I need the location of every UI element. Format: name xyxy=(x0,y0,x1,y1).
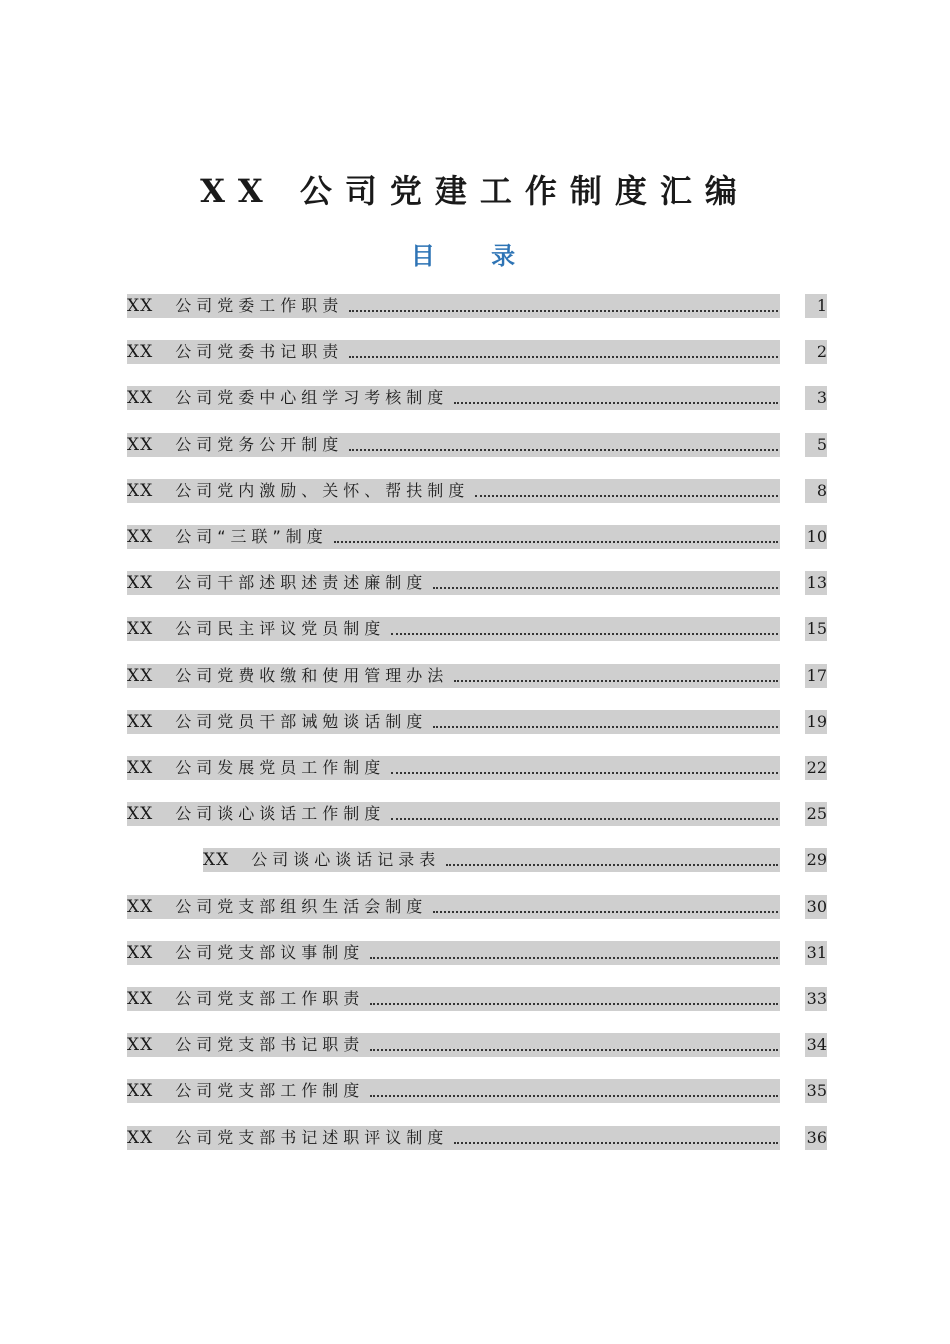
toc-entry-prefix: XX xyxy=(127,712,154,732)
toc-entry[interactable] xyxy=(127,756,827,780)
toc-entry-prefix: XX xyxy=(127,1128,154,1148)
toc-entry[interactable] xyxy=(127,617,827,641)
toc-entry-text: 公司发展党员工作制度 xyxy=(175,758,386,777)
toc-page-number: 30 xyxy=(805,895,827,919)
toc-entry-title xyxy=(127,756,389,780)
toc-heading: 目 录 xyxy=(410,242,540,270)
toc-entry-prefix: XX xyxy=(127,573,154,593)
toc-entry-text: 公司党支部组织生活会制度 xyxy=(175,897,428,916)
toc-entry-prefix: XX xyxy=(127,619,154,639)
toc-dot-leader xyxy=(347,294,780,318)
toc-entry-title xyxy=(127,710,431,734)
toc-entry-text: 公司党委工作职责 xyxy=(175,296,344,315)
toc-entry-title xyxy=(127,941,368,965)
toc-entry-text: 公司党支部书记述职评议制度 xyxy=(175,1128,449,1147)
toc-entry[interactable] xyxy=(127,294,827,318)
toc-entry-text: 公司党委中心组学习考核制度 xyxy=(175,388,449,407)
toc-entry-text: 公司谈心谈话记录表 xyxy=(251,850,441,869)
document-title: XX 公司党建工作制度汇编 xyxy=(200,172,750,210)
toc-dot-leader xyxy=(452,386,780,410)
toc-dot-leader xyxy=(368,987,780,1011)
toc-entry-title xyxy=(127,433,347,457)
toc-entry-title xyxy=(127,664,452,688)
toc-dot-leader xyxy=(347,340,780,364)
toc-page-number: 22 xyxy=(805,756,827,780)
toc-entry[interactable] xyxy=(127,664,827,688)
toc-entry-text: 公司党支部工作职责 xyxy=(175,989,365,1008)
toc-entry-title xyxy=(127,340,347,364)
toc-entry-text: 公司党务公开制度 xyxy=(175,435,344,454)
toc-entry-prefix: XX xyxy=(127,989,154,1009)
toc-entry-title xyxy=(127,987,368,1011)
toc-entry-title xyxy=(127,802,389,826)
toc-entry[interactable] xyxy=(127,895,827,919)
toc-entry[interactable] xyxy=(127,987,827,1011)
toc-dot-leader xyxy=(389,802,780,826)
toc-entry-text: 公司党支部书记职责 xyxy=(175,1035,365,1054)
toc-entry-prefix: XX xyxy=(127,527,154,547)
toc-dot-leader xyxy=(444,848,780,872)
toc-page-number: 19 xyxy=(805,710,827,734)
toc-entry[interactable] xyxy=(127,1126,827,1150)
toc-entry-title xyxy=(127,1079,368,1103)
toc-entry-title xyxy=(127,895,431,919)
toc-page-number: 35 xyxy=(805,1079,827,1103)
toc-entry-text: 公司“三联”制度 xyxy=(175,527,328,546)
toc-dot-leader xyxy=(368,1079,780,1103)
toc-dot-leader xyxy=(452,664,780,688)
toc-entry[interactable] xyxy=(127,525,827,549)
toc-page-number: 15 xyxy=(805,617,827,641)
toc-entry[interactable] xyxy=(127,802,827,826)
toc-entry-title xyxy=(127,294,347,318)
toc-dot-leader xyxy=(431,710,780,734)
toc-entry-prefix: XX xyxy=(203,850,230,870)
toc-entry-title xyxy=(203,848,444,872)
toc-entry[interactable] xyxy=(127,571,827,595)
toc-entry-text: 公司党支部议事制度 xyxy=(175,943,365,962)
toc-dot-leader xyxy=(368,1033,780,1057)
toc-entry[interactable] xyxy=(127,433,827,457)
toc-page-number: 8 xyxy=(805,479,827,503)
toc-entry[interactable] xyxy=(127,1079,827,1103)
toc-dot-leader xyxy=(473,479,780,503)
toc-entry-text: 公司党员干部诫勉谈话制度 xyxy=(175,712,428,731)
toc-entry[interactable] xyxy=(203,848,827,872)
toc-entry-prefix: XX xyxy=(127,1035,154,1055)
toc-entry-text: 公司谈心谈话工作制度 xyxy=(175,804,386,823)
toc-page-number: 33 xyxy=(805,987,827,1011)
toc-entry-prefix: XX xyxy=(127,342,154,362)
toc-page-number: 10 xyxy=(805,525,827,549)
toc-entry-text: 公司党费收缴和使用管理办法 xyxy=(175,666,449,685)
toc-entry-title xyxy=(127,479,473,503)
toc-entry[interactable] xyxy=(127,386,827,410)
toc-entry[interactable] xyxy=(127,479,827,503)
toc-entry-text: 公司党委书记职责 xyxy=(175,342,344,361)
toc-page-number: 29 xyxy=(805,848,827,872)
toc-entry-prefix: XX xyxy=(127,435,154,455)
toc-page-number: 34 xyxy=(805,1033,827,1057)
toc-entry-prefix: XX xyxy=(127,758,154,778)
toc-dot-leader xyxy=(431,895,780,919)
toc-page-number: 1 xyxy=(805,294,827,318)
toc-entry-text: 公司党支部工作制度 xyxy=(175,1081,365,1100)
toc-dot-leader xyxy=(389,756,780,780)
toc-dot-leader xyxy=(389,617,780,641)
toc-page-number: 2 xyxy=(805,340,827,364)
toc-page-number: 5 xyxy=(805,433,827,457)
toc-entry-prefix: XX xyxy=(127,897,154,917)
toc-entry-title xyxy=(127,617,389,641)
toc-entry-title xyxy=(127,1033,368,1057)
toc-page-number: 36 xyxy=(805,1126,827,1150)
toc-entry-prefix: XX xyxy=(127,481,154,501)
toc-entry[interactable] xyxy=(127,1033,827,1057)
toc-entry-prefix: XX xyxy=(127,1081,154,1101)
toc-entry[interactable] xyxy=(127,941,827,965)
toc-entry-title xyxy=(127,386,452,410)
toc-entry-prefix: XX xyxy=(127,388,154,408)
toc-entry[interactable] xyxy=(127,710,827,734)
toc-dot-leader xyxy=(431,571,780,595)
toc-page-number: 17 xyxy=(805,664,827,688)
toc-entry-title xyxy=(127,571,431,595)
toc-entry-text: 公司干部述职述责述廉制度 xyxy=(175,573,428,592)
toc-entry-text: 公司党内激励、关怀、帮扶制度 xyxy=(175,481,470,500)
toc-entry[interactable] xyxy=(127,340,827,364)
toc-page-number: 3 xyxy=(805,386,827,410)
toc-entry-prefix: XX xyxy=(127,666,154,686)
toc-entry-text: 公司民主评议党员制度 xyxy=(175,619,386,638)
toc-entry-prefix: XX xyxy=(127,804,154,824)
toc-page-number: 13 xyxy=(805,571,827,595)
toc-page-number: 25 xyxy=(805,802,827,826)
toc-dot-leader xyxy=(332,525,780,549)
toc-entry-title xyxy=(127,1126,452,1150)
toc-dot-leader xyxy=(347,433,780,457)
toc-entry-prefix: XX xyxy=(127,943,154,963)
toc-dot-leader xyxy=(452,1126,780,1150)
toc-entry-title xyxy=(127,525,332,549)
toc-entry-prefix: XX xyxy=(127,296,154,316)
toc-page-number: 31 xyxy=(805,941,827,965)
toc-dot-leader xyxy=(368,941,780,965)
